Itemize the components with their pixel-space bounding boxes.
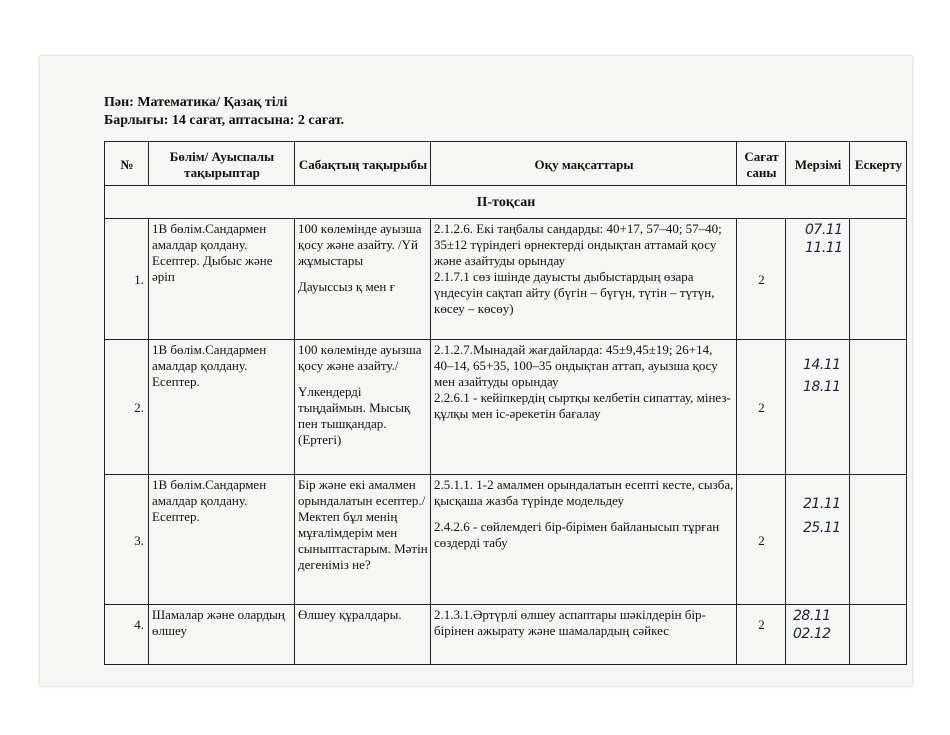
- row-lesson: [295, 475, 431, 605]
- row-lesson-part: 100 көлемінде ауызша қосу және азайту./: [298, 342, 422, 373]
- handwritten-date: 07.11: [805, 222, 843, 238]
- row-hours: 2: [737, 475, 786, 605]
- row-lesson-part: Дауыссыз қ мен ғ: [298, 279, 395, 294]
- row-notes: [850, 340, 907, 475]
- row-lesson-part: Өлшеу құралдары.: [298, 607, 402, 622]
- row-lesson: [295, 219, 431, 340]
- row-notes: [850, 605, 907, 665]
- handwritten-date: 25.11: [803, 520, 841, 536]
- row-goal: 2.2.6.1 - кейіпкердің сыртқы келбетін сипаттау, мінез-құлқы мен іс-әрекетін бағалау: [434, 390, 731, 421]
- handwritten-date: 18.11: [803, 379, 841, 395]
- col-learning-goals: Оқу мақсаттары: [431, 142, 737, 186]
- col-lesson-topic: Сабақтың тақырыбы: [295, 142, 431, 186]
- row-lesson: [295, 340, 431, 475]
- hours-line: Барлығы: 14 сағат, аптасына: 2 сағат.: [104, 113, 345, 128]
- row-lesson-part: 100 көлемінде ауызша қосу және азайту. /Үй жұмыстары: [298, 221, 422, 268]
- row-hours: 2: [737, 605, 786, 665]
- row-number: 3.: [105, 475, 149, 605]
- row-hours: 2: [737, 219, 786, 340]
- row-number: 1.: [105, 219, 149, 340]
- row-topic: 1В бөлім.Сандармен амалдар қолдану. Есептер. Дыбыс және әріп: [149, 219, 295, 340]
- lesson-plan-table: [104, 141, 907, 665]
- col-number: №: [105, 142, 149, 186]
- row-goal: 2.4.2.6 - сөйлемдегі бір-бірімен байланысып тұрған сөздерді табу: [434, 519, 720, 550]
- section-title: ІІ-тоқсан: [105, 186, 907, 219]
- row-notes: [850, 219, 907, 340]
- row-topic: 1В бөлім.Сандармен амалдар қолдану. Есептер.: [149, 340, 295, 475]
- handwritten-date: 21.11: [803, 496, 841, 512]
- subject-line: Пән: Математика/ Қазақ тілі: [104, 95, 288, 110]
- row-goals: [431, 605, 737, 665]
- row-goal: 2.1.3.1.Әртүрлі өлшеу аспаптары шәкілдерін бір-бірінен ажырату және шамалардың сәйкес: [434, 607, 706, 638]
- row-number: 4.: [105, 605, 149, 665]
- row-number: 2.: [105, 340, 149, 475]
- row-goal: 2.1.7.1 сөз ішінде дауысты дыбыстардың өзара үндесуін сақтап айту (бүгін – бүгүн, түтін – түтүн, көсеу – көсөу): [434, 269, 715, 316]
- handwritten-date: 28.11: [793, 608, 831, 624]
- row-goals: [431, 475, 737, 605]
- row-lesson-part: Бір және екі амалмен орындалатын есептер./ Мектеп бұл менің мұғалімдерім мен сыныптастарым. Мәтін дегеніміз не?: [298, 477, 428, 572]
- handwritten-date: 02.12: [793, 626, 831, 642]
- row-goal: 2.1.2.7.Мынадай жағдайларда: 45±9,45±19; 26+14, 40–14, 65+35, 100–35 ондықтан аттап, ауызша қосу мен азайтуды орындау: [434, 342, 718, 389]
- row-goals: [431, 219, 737, 340]
- row-goals: [431, 340, 737, 475]
- table-row: [105, 219, 907, 340]
- row-dates: [786, 475, 850, 605]
- table-row: [105, 475, 907, 605]
- row-dates: [786, 605, 850, 665]
- section-row: [105, 186, 907, 219]
- row-goal: 2.1.2.6. Екі таңбалы сандарды: 40+17, 57–40; 57–40; 35±12 түріндегі өрнектерді ондықтан аттамай қосу және азайтуды орындау: [434, 221, 722, 268]
- col-hours: Сағат саны: [737, 142, 786, 186]
- handwritten-date: 11.11: [805, 240, 843, 256]
- row-lesson: [295, 605, 431, 665]
- row-dates: [786, 219, 850, 340]
- table-header-row: [105, 142, 907, 186]
- col-section: Бөлім/ Ауыспалы тақырыптар: [149, 142, 295, 186]
- table-row: [105, 340, 907, 475]
- col-notes: Ескерту: [850, 142, 907, 186]
- table-row: [105, 605, 907, 665]
- col-date: Мерзімі: [786, 142, 850, 186]
- handwritten-date: 14.11: [803, 357, 841, 373]
- row-goal: 2.5.1.1. 1-2 амалмен орындалатын есепті кесте, сызба, қысқаша жазба түрінде модельдеу: [434, 477, 734, 508]
- row-notes: [850, 475, 907, 605]
- row-hours: 2: [737, 340, 786, 475]
- row-topic: Шамалар және олардың өлшеу: [149, 605, 295, 665]
- row-lesson-part: Үлкендерді тыңдаймын. Мысық пен тышқандар. (Ертегі): [298, 384, 411, 447]
- document-page: [40, 56, 912, 686]
- row-dates: [786, 340, 850, 475]
- row-topic: 1В бөлім.Сандармен амалдар қолдану. Есептер.: [149, 475, 295, 605]
